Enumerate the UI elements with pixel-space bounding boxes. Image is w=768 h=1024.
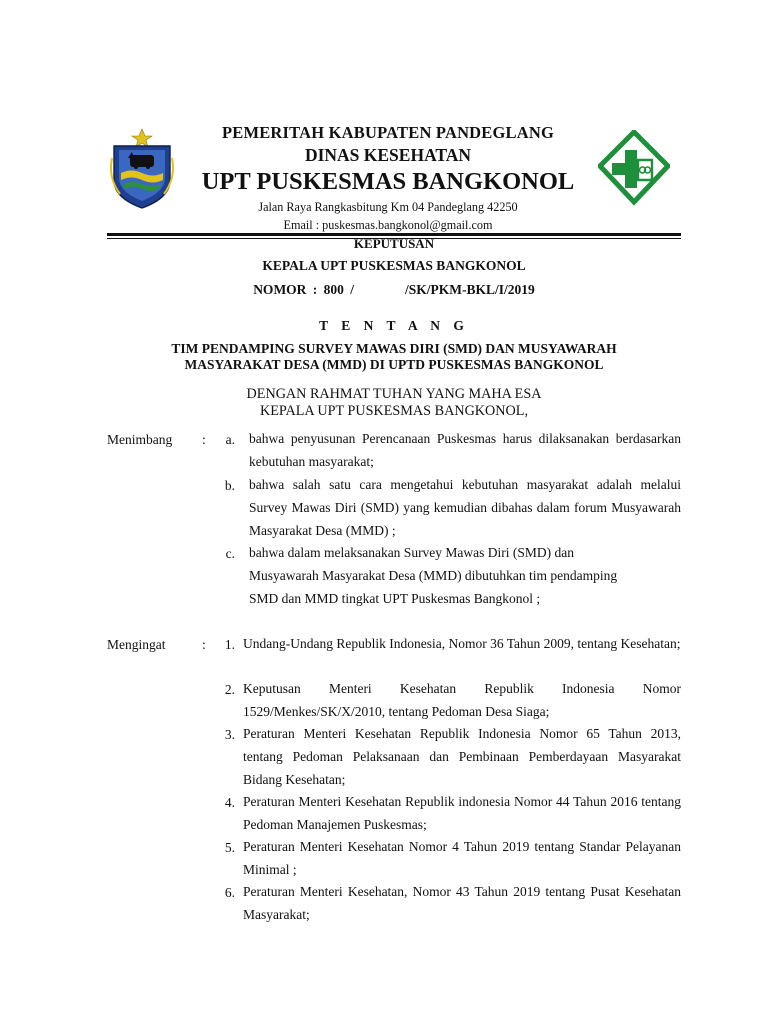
mengingat-item: Peraturan Menteri Kesehatan Nomor 4 Tahun 2019 tentang Standar Pelayanan Minimal ; bbox=[243, 839, 681, 877]
decree-subject-line-2: MASYARAKAT DESA (MMD) DI UPTD PUSKESMAS BANGKONOL bbox=[184, 357, 604, 372]
decree-subject bbox=[107, 341, 681, 373]
mengingat-item: Undang-Undang Republik Indonesia, Nomor 36 Tahun 2009, tentang Kesehatan; bbox=[243, 636, 681, 651]
decree-about-label: T E N T A N G bbox=[319, 318, 469, 333]
menimbang-item: bahwa salah satu cara mengetahui kebutuhan masyarakat adalah melalui Survey Mawas Diri (SMD) yang kemudian dibahas dalam forum Musyawarah Masyarakat Desa (MMD) ; bbox=[249, 477, 681, 538]
health-cross-logo bbox=[598, 130, 670, 208]
letterhead-email: Email : puskesmas.bangkonol@gmail.com bbox=[283, 217, 493, 232]
decree-issuer: KEPALA UPT PUSKESMAS BANGKONOL bbox=[262, 258, 526, 273]
menimbang-marker: a. bbox=[225, 432, 235, 447]
mengingat-item: Peraturan Menteri Kesehatan Republik indonesia Nomor 44 Tahun 2016 tentang Pedoman Manajemen Puskesmas; bbox=[243, 794, 681, 832]
menimbang-item: bahwa dalam melaksanakan Survey Mawas Diri (SMD) dan Musyawarah Masyarakat Desa (MMD) dibutuhkan tim pendamping SMD dan MMD tingkat UPT Puskesmas Bangkonol ; bbox=[249, 545, 618, 606]
mengingat-item: Peraturan Menteri Kesehatan, Nomor 43 Tahun 2019 tentang Pusat Kesehatan Masyarakat; bbox=[243, 884, 681, 922]
letterhead-address: Jalan Raya Rangkasbitung Km 04 Pandeglang 42250 bbox=[258, 200, 518, 214]
letterhead-government: PEMERITAH KABUPATEN PANDEGLANG bbox=[221, 123, 555, 142]
preamble-line-2: KEPALA UPT PUSKESMAS BANGKONOL, bbox=[259, 403, 529, 419]
mengingat-marker: 6. bbox=[224, 885, 235, 900]
mengingat-item: Peraturan Menteri Kesehatan Republik Indonesia Nomor 65 Tahun 2013, tentang Pedoman Pelaksanaan dan Pembinaan Pemberdayaan Masyarakat Bidang Kesehatan; bbox=[243, 726, 681, 787]
letterhead-institution: UPT PUSKESMAS BANGKONOL bbox=[201, 168, 575, 195]
mengingat-marker: 1. bbox=[224, 637, 235, 652]
preamble-line-1: DENGAN RAHMAT TUHAN YANG MAHA ESA bbox=[246, 386, 542, 402]
menimbang-colon: : bbox=[202, 432, 206, 447]
mengingat-label: Mengingat bbox=[107, 637, 166, 652]
mengingat-colon: : bbox=[202, 637, 206, 652]
menimbang-label: Menimbang bbox=[107, 432, 173, 447]
mengingat-marker: 4. bbox=[224, 795, 235, 810]
letterhead-department: DINAS KESEHATAN bbox=[304, 145, 472, 165]
decree-heading: KEPUTUSAN bbox=[353, 236, 435, 251]
menimbang-item: bahwa penyusunan Perencanaan Puskesmas harus dilaksanakan berdasarkan kebutuhan masyarakat; bbox=[249, 431, 681, 469]
decree-subject-line-1: TIM PENDAMPING SURVEY MAWAS DIRI (SMD) DAN MUSYAWARAH bbox=[171, 341, 617, 356]
decree-number: NOMOR : 800 / /SK/PKM-BKL/I/2019 bbox=[253, 282, 535, 297]
mengingat-marker: 5. bbox=[224, 840, 235, 855]
mengingat-marker: 3. bbox=[224, 727, 235, 742]
regency-seal-logo bbox=[106, 128, 178, 210]
mengingat-marker: 2. bbox=[224, 682, 235, 697]
mengingat-item: Keputusan Menteri Kesehatan Republik Indonesia Nomor 1529/Menkes/SK/X/2010, tentang Pedoman Desa Siaga; bbox=[243, 681, 681, 719]
menimbang-marker: c. bbox=[225, 546, 235, 561]
decree-preamble bbox=[107, 386, 681, 420]
menimbang-marker: b. bbox=[224, 478, 235, 493]
letterhead bbox=[178, 122, 598, 232]
